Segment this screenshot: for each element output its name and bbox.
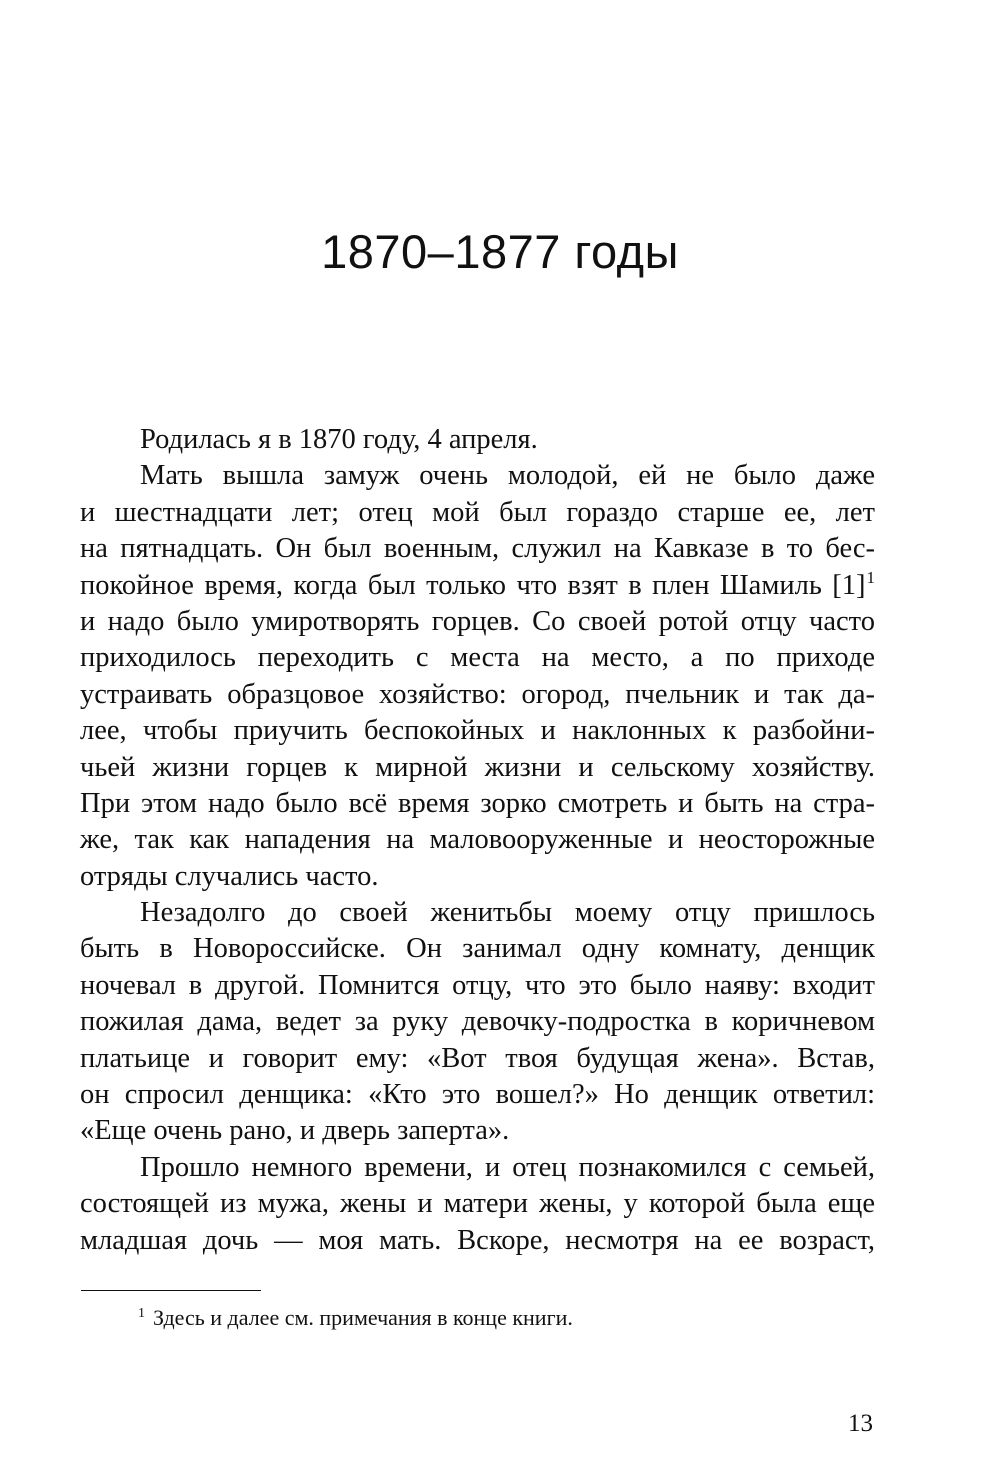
- text-line-with-footnote-ref: [80, 568, 875, 604]
- text-line: Мать вышла замуж очень молодой, ей не было даже: [140, 460, 875, 492]
- footnote: [138, 1303, 573, 1333]
- text-line: чьей жизни горцев к мирной жизни и сельскому хозяйству.: [80, 751, 875, 783]
- text-line: устраивать образцовое хозяйство: огород, пчельник и так да-: [80, 678, 875, 710]
- text-line: лее, чтобы приучить беспокойных и наклонных к разбойни-: [80, 715, 875, 747]
- paragraph-3: [80, 895, 875, 1150]
- chapter-title: 1870–1877 годы: [321, 225, 679, 278]
- paragraph-2: [80, 458, 875, 895]
- text-line: Прошло немного времени, и отец познакомился с семьей,: [140, 1151, 875, 1183]
- text-line: и надо было умиротворять горцев. Со своей ротой отцу часто: [80, 605, 875, 637]
- paragraph-1: [80, 422, 875, 458]
- text-line: на пятнадцать. Он был военным, служил на Кавказе в то бес-: [80, 533, 875, 565]
- text-line: покойное время, когда был только что взят в плен Шамиль [1]: [80, 569, 866, 601]
- paragraph-4: [80, 1150, 875, 1259]
- footnote-number: 1: [138, 1306, 145, 1321]
- text-line: Родилась я в 1870 году, 4 апреля.: [140, 424, 538, 455]
- text-line: Незадолго до своей женитьбы моему отцу пришлось: [140, 897, 875, 929]
- page-number: 13: [848, 1410, 873, 1437]
- text-line: платьице и говорит ему: «Вот твоя будущая жена». Встав,: [80, 1042, 875, 1074]
- footnote-divider: [81, 1290, 261, 1291]
- text-line: отряды случались часто.: [80, 860, 379, 892]
- text-line: же, так как нападения на маловооруженные и неосторожные: [80, 824, 875, 856]
- text-line: пожилая дама, ведет за руку девочку-подростка в коричневом: [80, 1006, 875, 1038]
- body-text: [80, 422, 875, 1259]
- text-line: младшая дочь — моя мать. Вскоре, несмотря на ее возраст,: [80, 1224, 875, 1256]
- text-line: состоящей из мужа, жены и матери жены, у которой была еще: [80, 1188, 875, 1220]
- text-line: и шестнадцати лет; отец мой был гораздо старше ее, лет: [80, 496, 875, 528]
- text-line: он спросил денщика: «Кто это вошел?» Но денщик ответил:: [80, 1079, 875, 1111]
- text-line: «Еще очень рано, и дверь заперта».: [80, 1115, 510, 1147]
- footnote-reference[interactable]: 1: [866, 567, 875, 587]
- text-line: При этом надо было всё время зорко смотреть и быть на стра-: [80, 787, 875, 819]
- text-line: ночевал в другой. Помнится отцу, что это было наяву: входит: [80, 969, 875, 1001]
- text-line: приходилось переходить с места на место, а по приходе: [80, 642, 875, 674]
- footnote-text: Здесь и далее см. примечания в конце книги.: [153, 1305, 573, 1330]
- text-line: быть в Новороссийске. Он занимал одну комнату, денщик: [80, 933, 875, 965]
